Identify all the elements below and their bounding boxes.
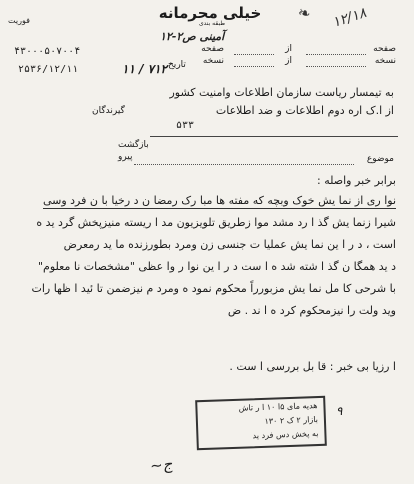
subject-line bbox=[134, 164, 354, 165]
body-line: د ید همگا ن گذ ا شته شد ه ا ست د ر ا ین نوا ر وا عظی "مشخصات نا معلوم" bbox=[37, 260, 396, 273]
copy-line bbox=[306, 66, 366, 67]
receivers-code: ۵۳۳ bbox=[176, 120, 195, 131]
reference-number: ۴۳۰۰۰۵۰۷۰۰۴ bbox=[14, 46, 81, 57]
body-line: برابر خبر واصله : bbox=[317, 174, 396, 187]
date-value: ۲۵۳۶/۱۲/۱۱ bbox=[18, 64, 79, 75]
recipient-to: به تیمسار ریاست سازمان اطلاعات وامنیت کشور bbox=[169, 86, 394, 99]
handwritten-reference: ۷۱۲ / ۱۱ bbox=[122, 62, 167, 76]
followup-sublabel: پیرو bbox=[118, 152, 133, 162]
copy-from-label: از bbox=[285, 56, 292, 66]
page-line bbox=[306, 54, 366, 55]
classification-subtitle: طبقه بندی bbox=[198, 20, 226, 27]
distribution-stamp bbox=[195, 396, 327, 451]
copy-label-2: نسخه bbox=[202, 56, 224, 66]
page-from-line bbox=[234, 54, 274, 55]
body-line: است ، د ر ا ین نما یش عملیا ت جنسی زن ومرد بطورزنده ما ید رمعرض bbox=[63, 238, 396, 251]
stamp-line: هدیه مای ۵ا ۱۰ ا ر تاش bbox=[238, 401, 318, 413]
stamp-line: بازار ۲ ک ۲ ۱۳۰ bbox=[264, 415, 319, 426]
page-label: صفحه bbox=[373, 44, 396, 54]
header-rule bbox=[150, 136, 398, 137]
body-line: ا رزیا بی خبر : قا بل بررسی ا ست . bbox=[229, 360, 396, 373]
handwritten-date: ۱۲/۱۸ bbox=[330, 5, 369, 31]
margin-number: ۹ bbox=[336, 404, 343, 418]
body-line: وید ولت را نیزمحکوم کرد ه ا ند . ض bbox=[227, 304, 396, 317]
receivers-label: گیرندگان bbox=[92, 106, 125, 116]
recipient-from: از ا.ک اره دوم اطلاعات و ضد اطلاعات bbox=[215, 104, 394, 117]
signature: ج~ bbox=[149, 454, 174, 476]
stamp-line: به پخش دس فرد ید bbox=[252, 429, 319, 441]
body-line: با شرحی کا مل نما یش مزبورراً محکوم نمود ه ومرد م نیزضمن تا ئید ا ظها رات bbox=[31, 282, 396, 295]
copy-label: نسخه bbox=[374, 56, 396, 66]
followup-label: بازگشت bbox=[118, 140, 149, 150]
curl-mark-icon: ❧ bbox=[296, 2, 313, 24]
subject-label: موضوع bbox=[366, 154, 394, 164]
priority-label: فوریت bbox=[8, 16, 30, 25]
body-line-text: نوا ری از نما یش خوک وبچه که مفته ها مبا رک رمضا ن د رخیا با ن فرد وسی bbox=[42, 194, 396, 207]
page-label-2: صفحه bbox=[201, 44, 224, 54]
handwritten-seal: آمینی ص۲-۱۲ bbox=[160, 30, 225, 43]
classification-title: خیلی محرمانه bbox=[158, 4, 262, 22]
date-label: تاریخ bbox=[168, 60, 186, 70]
body-line: شیرا زنما یش گذ ا رد مشد موا زطریق تلویزیون مد ا ریسته منیزپخش گرد ید ه bbox=[36, 216, 396, 229]
copy-from-line bbox=[234, 66, 274, 67]
body-line bbox=[43, 194, 396, 207]
page-from-label: از bbox=[285, 44, 292, 54]
